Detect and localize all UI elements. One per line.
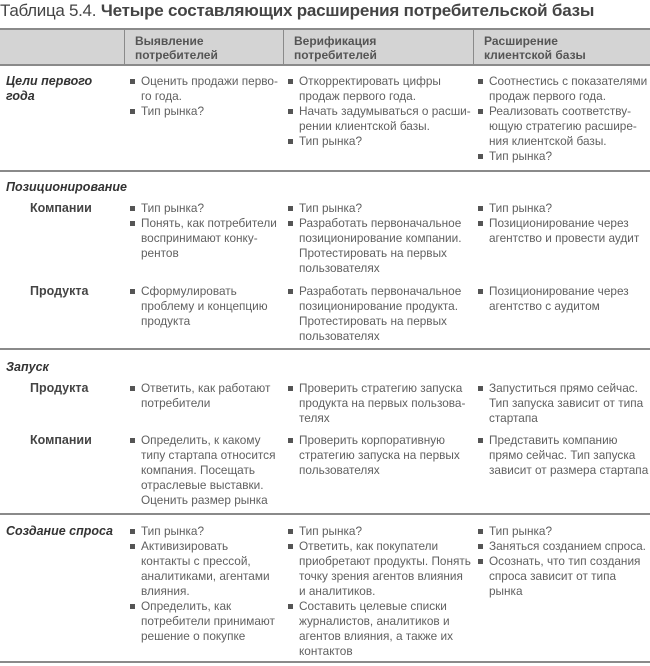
section-label: Создание спроса (6, 524, 113, 538)
cell-discovery (128, 433, 280, 508)
list-item: Ответить, как покупатели приобретают продукты. Понять точку зрения агентов влияния и аналитиков. (286, 539, 472, 599)
cell-creation (476, 381, 650, 426)
list-item: Проверить стратегию запуска продукта на первых пользова-телях (286, 381, 472, 426)
list-item: Проверить корпоративную стратегию запуска на первых пользователях (286, 433, 472, 478)
section-goals (0, 64, 650, 172)
list-item: Заняться созданием спроса. (476, 539, 650, 554)
list-item: Тип рынка? (286, 201, 472, 216)
list-item: Откорректировать цифры продаж первого года. (286, 74, 472, 104)
list-item: Тип рынка? (128, 104, 280, 119)
list-item: Определить, как потребители принимают решение о покупке (128, 599, 280, 644)
row-label-product: Продукта (30, 381, 89, 395)
cell-creation (476, 524, 650, 599)
cell-validation (286, 284, 472, 344)
table-header (0, 28, 650, 66)
list-item: Тип рынка? (476, 524, 650, 539)
cell-creation (476, 284, 650, 314)
row-label-company: Компании (30, 201, 92, 215)
list-item: Тип рынка? (476, 149, 650, 164)
header-cell-customer-creation: Расширение клиентской базы (473, 30, 650, 64)
row-label-company: Компании (30, 433, 92, 447)
list-item: Позиционирование через агентство и провести аудит (476, 216, 650, 246)
cell-validation (286, 201, 472, 276)
table-caption (0, 1, 594, 21)
cell-discovery (128, 201, 280, 261)
list-item: Начать задумываться о расши-рении клиентской базы. (286, 104, 472, 134)
header-cell-empty (0, 30, 124, 64)
list-item: Ответить, как работают потребители (128, 381, 280, 411)
section-demand-creation (0, 515, 650, 663)
section-launch (0, 350, 650, 515)
cell-validation (286, 381, 472, 426)
cell-discovery (128, 74, 280, 119)
section-label: Позиционирование (6, 180, 127, 194)
cell-creation (476, 201, 650, 246)
list-item: Запуститься прямо сейчас. Тип запуска зависит от типа стартапа (476, 381, 650, 426)
list-item: Понять, как потребители воспринимают конку-рентов (128, 216, 280, 261)
list-item: Разработать первоначальное позиционирование компании. Протестировать на первых пользователях (286, 216, 472, 276)
list-item: Тип рынка? (476, 201, 650, 216)
cell-creation (476, 74, 650, 164)
list-item: Составить целевые списки журналистов, аналитиков и агентов влияния, а также их контактов (286, 599, 472, 659)
header-cell-customer-validation: Верификация потребителей (283, 30, 473, 64)
section-positioning (0, 172, 650, 350)
cell-discovery (128, 381, 280, 411)
list-item: Тип рынка? (286, 134, 472, 149)
list-item: Реализовать соответству-ющую стратегию расшире-ния клиентской базы. (476, 104, 650, 149)
cell-discovery (128, 524, 280, 644)
cell-validation (286, 433, 472, 478)
cell-discovery (128, 284, 280, 329)
list-item: Сформулировать проблему и концепцию продукта (128, 284, 280, 329)
list-item: Представить компанию прямо сейчас. Тип запуска зависит от размера стартапа (476, 433, 650, 478)
list-item: Соотнестись с показателями продаж первого года. (476, 74, 650, 104)
list-item: Оценить продажи перво-го года. (128, 74, 280, 104)
header-cell-customer-discovery: Выявление потребителей (124, 30, 264, 64)
list-item: Разработать первоначальное позиционирование продукта. Протестировать на первых пользователях (286, 284, 472, 344)
table-number: Таблица 5.4. (0, 1, 97, 20)
row-label-product: Продукта (30, 284, 89, 298)
section-label: Цели первого года (6, 74, 93, 103)
section-label: Запуск (6, 360, 49, 374)
list-item: Тип рынка? (128, 524, 280, 539)
list-item: Тип рынка? (128, 201, 280, 216)
list-item: Позиционирование через агентство с аудитом (476, 284, 650, 314)
list-item: Тип рынка? (286, 524, 472, 539)
table-title: Четыре составляющих расширения потребительской базы (100, 1, 595, 20)
list-item: Осознать, что тип создания спроса зависит от типа рынка (476, 554, 650, 599)
cell-validation (286, 524, 472, 659)
cell-creation (476, 433, 650, 478)
cell-validation (286, 74, 472, 149)
list-item: Определить, к какому типу стартапа относится компания. Посещать отраслевые выставки. Оценить размер рынка (128, 433, 280, 508)
list-item: Активизировать контакты с прессой, аналитиками, агентами влияния. (128, 539, 280, 599)
